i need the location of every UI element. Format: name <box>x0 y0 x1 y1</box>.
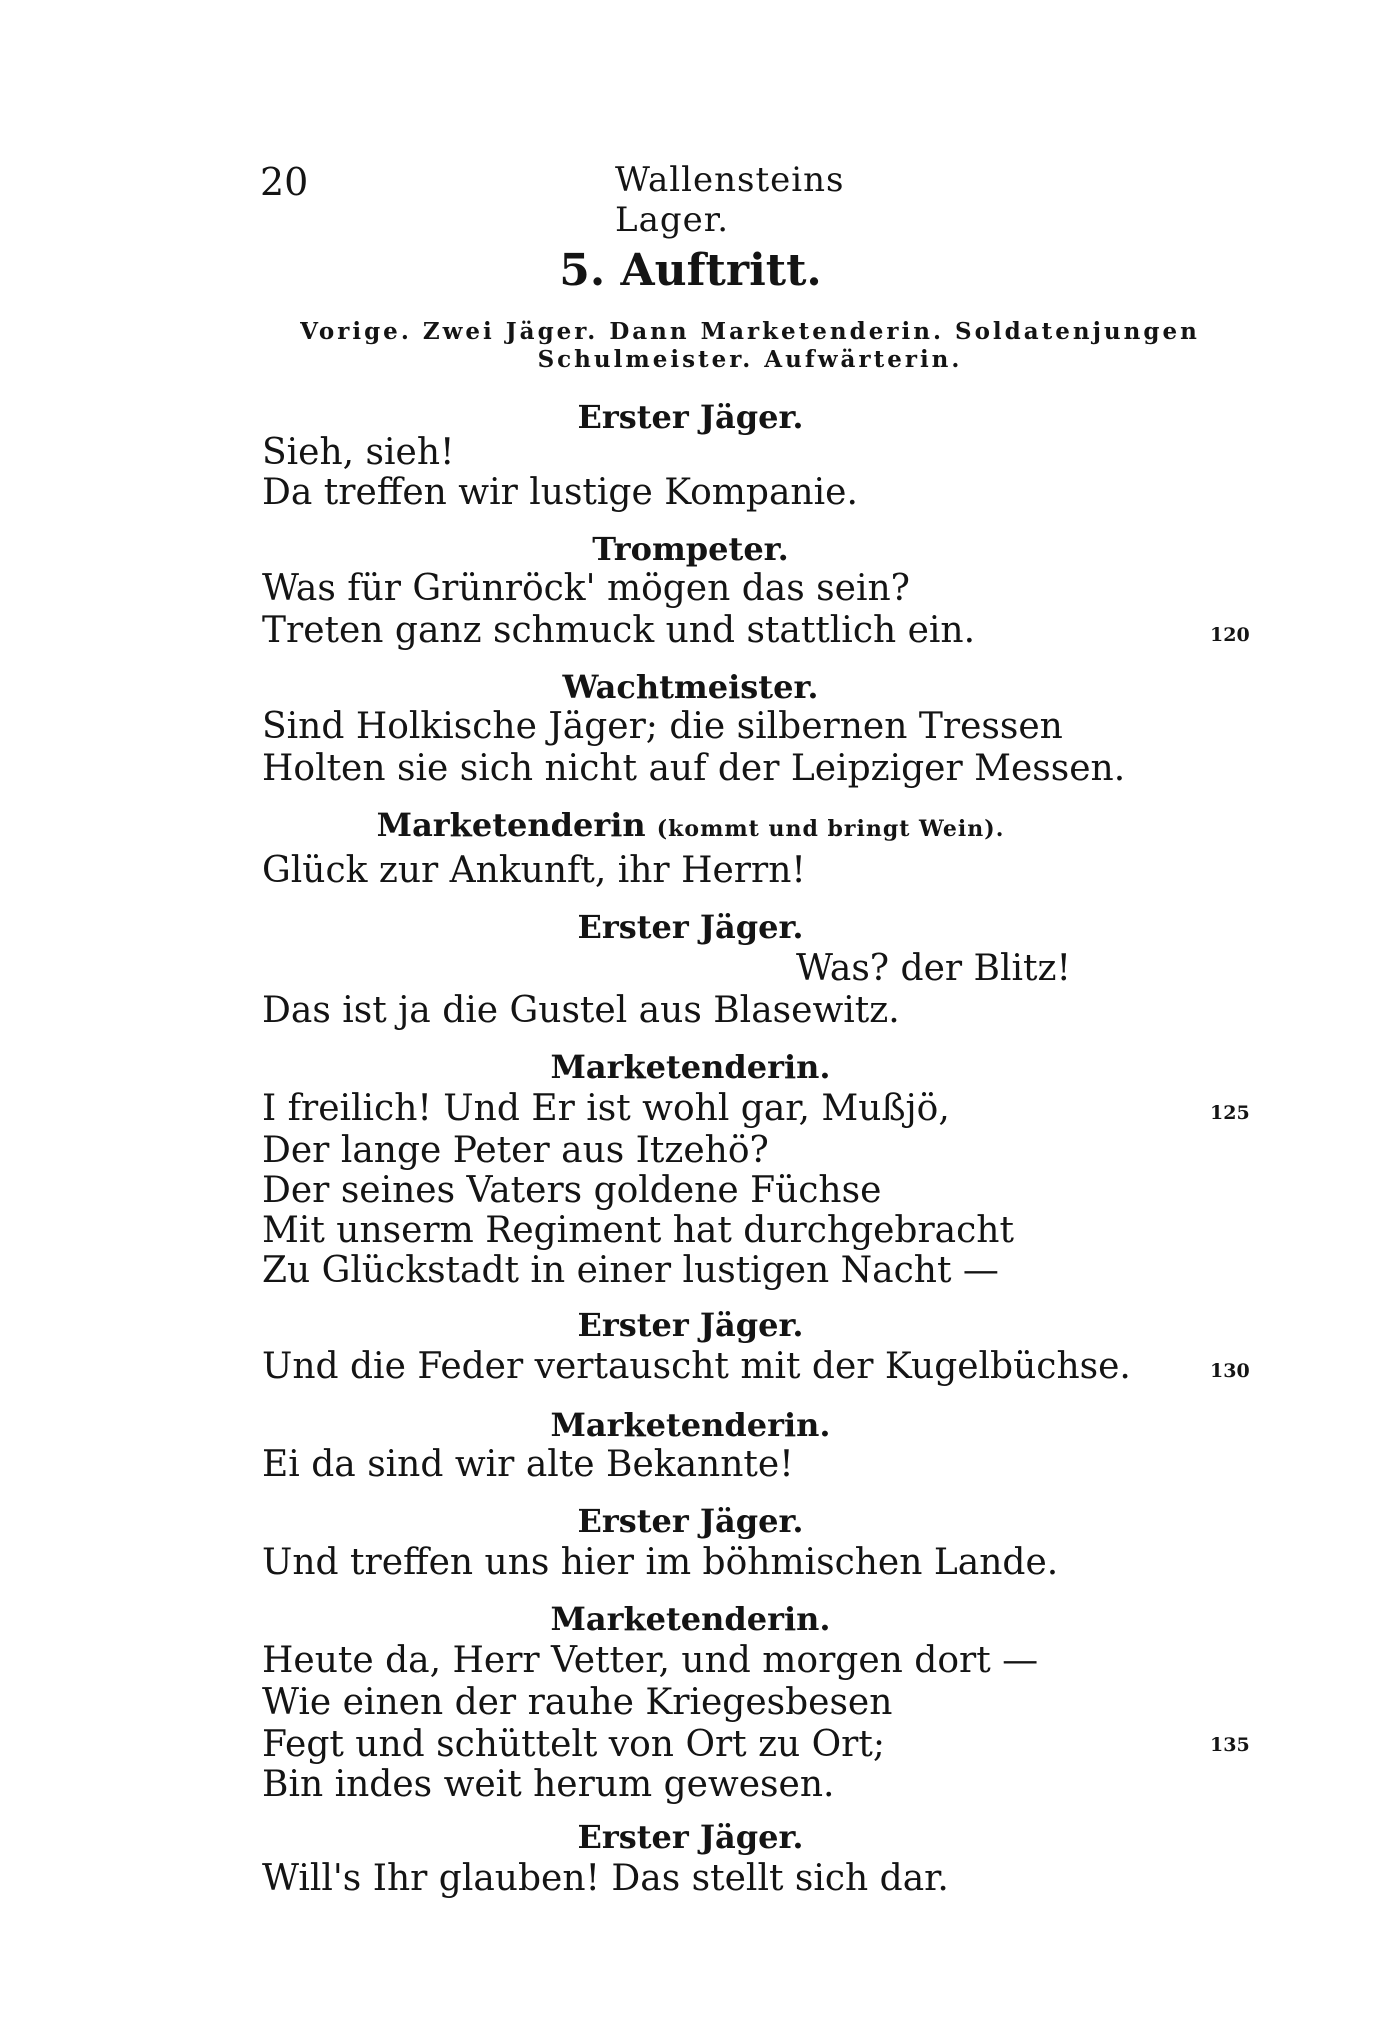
cast-line: Schulmeister. Aufwärterin. <box>537 346 963 373</box>
verse-line: Was für Grünröck' mögen das sein? <box>262 568 910 609</box>
speaker-name: Erster Jäger. <box>577 1306 804 1344</box>
verse-line: Heute da, Herr Vetter, und morgen dort — <box>262 1640 1039 1681</box>
verse-line: Bin indes weit herum gewesen. <box>262 1764 835 1805</box>
verse-line: Holten sie sich nicht auf der Leipziger Messen. <box>262 748 1126 789</box>
line-number: 130 <box>1210 1360 1250 1382</box>
line-number: 120 <box>1210 624 1250 646</box>
speaker-name: Erster Jäger. <box>577 1818 804 1856</box>
verse-line: Wie einen der rauhe Kriegesbesen <box>262 1682 893 1723</box>
verse-line: Glück zur Ankunft, ihr Herrn! <box>262 850 806 891</box>
verse-line: I freilich! Und Er ist wohl gar, Mußjö, <box>262 1088 950 1129</box>
speaker-name-text: Marketenderin <box>376 806 646 844</box>
verse-line: Und die Feder vertauscht mit der Kugelbüchse. <box>262 1346 1131 1387</box>
speaker-name: Marketenderin. <box>550 1048 831 1086</box>
verse-line: Das ist ja die Gustel aus Blasewitz. <box>262 990 900 1031</box>
line-number: 135 <box>1210 1734 1250 1756</box>
running-title: Wallensteins Lager. <box>615 160 845 240</box>
verse-line: Sind Holkische Jäger; die silbernen Tressen <box>262 706 1063 747</box>
speaker-name: Erster Jäger. <box>577 398 804 436</box>
scene-title: 5. Auftritt. <box>559 245 822 296</box>
verse-line: Will's Ihr glauben! Das stellt sich dar. <box>262 1858 949 1899</box>
speaker-name: Wachtmeister. <box>562 668 819 706</box>
verse-line: Der seines Vaters goldene Füchse <box>262 1170 882 1211</box>
cast-list <box>290 318 1210 374</box>
verse-line: Zu Glückstadt in einer lustigen Nacht — <box>262 1250 999 1291</box>
verse-line: Was? der Blitz! <box>796 948 1071 989</box>
line-number: 125 <box>1210 1102 1250 1124</box>
speaker-name: Erster Jäger. <box>577 908 804 946</box>
speaker-name: Trompeter. <box>592 530 789 568</box>
speaker-name <box>0 806 1381 844</box>
cast-line: Vorige. Zwei Jäger. Dann Marketenderin. Soldatenjungen <box>300 318 1200 345</box>
speaker-name: Erster Jäger. <box>577 1502 804 1540</box>
verse-line: Der lange Peter aus Itzehö? <box>262 1130 769 1171</box>
speaker-name: Marketenderin. <box>550 1406 831 1444</box>
verse-line: Fegt und schüttelt von Ort zu Ort; <box>262 1724 885 1765</box>
verse-line: Sieh, sieh! <box>262 432 455 473</box>
verse-line: Treten ganz schmuck und stattlich ein. <box>262 610 976 651</box>
speaker-name: Marketenderin. <box>550 1600 831 1638</box>
verse-line: Und treffen uns hier im böhmischen Lande. <box>262 1542 1059 1583</box>
stage-direction: (kommt und bringt Wein). <box>656 816 1005 842</box>
page-number: 20 <box>260 160 309 204</box>
verse-line: Ei da sind wir alte Bekannte! <box>262 1444 794 1485</box>
page-header <box>260 160 920 240</box>
verse-line: Mit unserm Regiment hat durchgebracht <box>262 1210 1014 1251</box>
verse-line: Da treffen wir lustige Kompanie. <box>262 472 858 513</box>
